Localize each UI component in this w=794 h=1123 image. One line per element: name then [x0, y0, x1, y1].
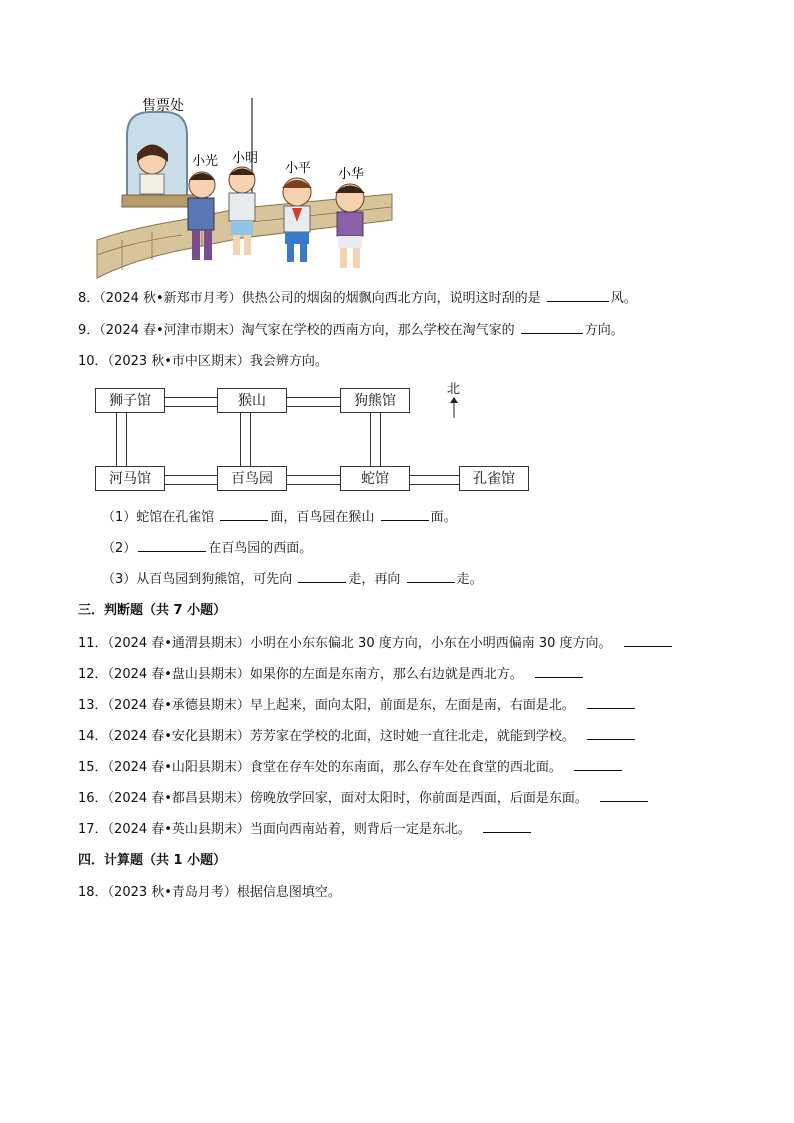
judge-question-17: 17．（2024 春•英山县期末）当面向西南站着，则背后一定是东北。 [78, 820, 533, 839]
venue-box: 蛇馆 [340, 466, 410, 491]
answer-blank[interactable] [407, 570, 455, 583]
path-line [116, 413, 117, 466]
venue-box: 百鸟园 [217, 466, 287, 491]
path-line [250, 413, 251, 466]
path-line [380, 413, 381, 466]
child-label-xiaoming: 小明 [232, 151, 259, 166]
path-line [165, 397, 217, 398]
judge-question-14: 14．（2024 春•安化县期末）芳芳家在学校的北面，这时她一直往北走，就能到学校。 [78, 727, 637, 746]
path-line [240, 413, 241, 466]
answer-blank[interactable] [600, 789, 648, 802]
answer-blank[interactable] [220, 508, 268, 521]
venue-box: 孔雀馆 [459, 466, 529, 491]
question-10-3: （3）从百鸟园到狗熊馆，可先向 走，再向 走。 [102, 572, 483, 587]
north-label: 北 [447, 382, 461, 397]
answer-blank[interactable] [574, 758, 622, 771]
path-line [410, 475, 459, 476]
calc-question-18: 18．（2023 秋•青岛月考）根据信息图填空。 [78, 885, 341, 900]
path-line [287, 406, 340, 407]
answer-blank[interactable] [547, 289, 609, 302]
judge-question-16: 16．（2024 春•都昌县期末）傍晚放学回家，面对太阳时，你前面是西面，后面是东面。 [78, 789, 650, 808]
question-10: 10．（2023 秋•市中区期末）我会辨方向。 [78, 354, 328, 369]
path-line [287, 475, 340, 476]
path-line [287, 397, 340, 398]
answer-blank[interactable] [535, 665, 583, 678]
path-line [165, 475, 217, 476]
path-line [165, 406, 217, 407]
judge-question-11: 11．（2024 春•通渭县期末）小明在小东东偏北 30 度方向，小东在小明西偏南 30 度方向。 [78, 634, 674, 653]
child-label-xiaohua: 小华 [338, 167, 365, 182]
answer-blank[interactable] [587, 696, 635, 709]
answer-blank[interactable] [587, 727, 635, 740]
path-line [287, 484, 340, 485]
answer-blank[interactable] [624, 634, 672, 647]
question-10-2: （2） 在百鸟园的西面。 [102, 541, 313, 556]
judge-question-13: 13．（2024 春•承德县期末）早上起来，面向太阳，前面是东，左面是南，右面是北。 [78, 696, 637, 715]
path-line [126, 413, 127, 466]
path-line [410, 484, 459, 485]
question-8: 8．（2024 秋•新郑市月考）供热公司的烟囱的烟飘向西北方向，说明这时刮的是 风。 [78, 291, 637, 306]
venue-box: 河马馆 [95, 466, 165, 491]
answer-blank[interactable] [521, 321, 583, 334]
north-arrow-icon [448, 396, 460, 418]
answer-blank[interactable] [483, 820, 531, 833]
venue-box: 狮子馆 [95, 388, 165, 413]
zoo-direction-diagram [92, 378, 542, 498]
question-10-1: （1）蛇馆在孔雀馆 面，百鸟园在猴山 面。 [102, 510, 457, 525]
child-label-xiaoguang: 小光 [192, 154, 219, 169]
booth-label: 售票处 [142, 98, 184, 114]
judge-question-12: 12．（2024 春•盘山县期末）如果你的左面是东南方，那么右边就是西北方。 [78, 665, 585, 684]
section-3-title: 三．判断题（共 7 小题） [78, 603, 227, 618]
answer-blank[interactable] [381, 508, 429, 521]
section-4-title: 四．计算题（共 1 小题） [78, 853, 227, 868]
judge-question-15: 15．（2024 春•山阳县期末）食堂在存车处的东南面，那么存车处在食堂的西北面。 [78, 758, 624, 777]
venue-box: 狗熊馆 [340, 388, 410, 413]
path-line [165, 484, 217, 485]
ticket-booth-illustration [92, 90, 402, 280]
answer-blank[interactable] [138, 539, 206, 552]
path-line [370, 413, 371, 466]
venue-box: 猴山 [217, 388, 287, 413]
question-9: 9．（2024 春•河津市期末）淘气家在学校的西南方向，那么学校在淘气家的 方向。 [78, 323, 624, 338]
child-label-xiaoping: 小平 [285, 161, 312, 176]
answer-blank[interactable] [298, 570, 346, 583]
booth-scene [92, 90, 402, 280]
